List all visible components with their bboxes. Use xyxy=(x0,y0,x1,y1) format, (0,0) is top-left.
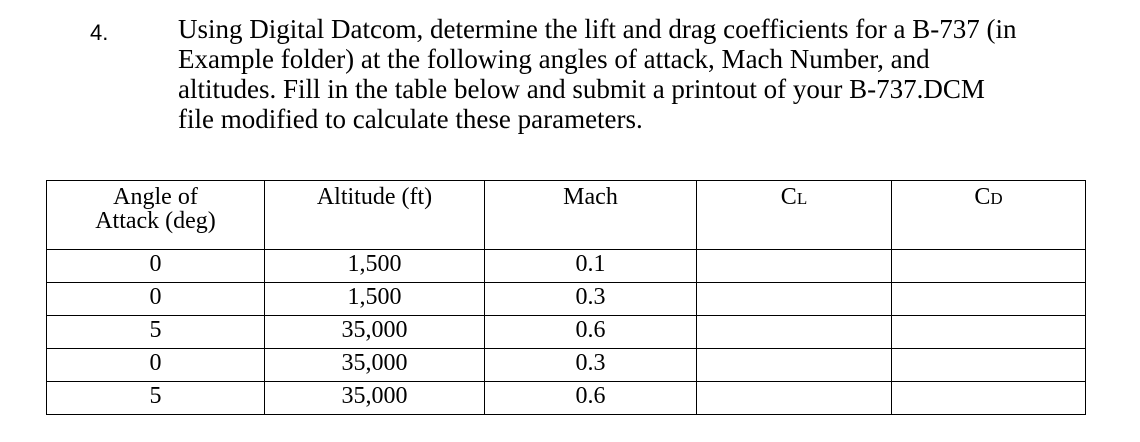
cell-altitude: 35,000 xyxy=(265,349,485,382)
header-mach: Mach xyxy=(485,181,697,250)
table-row xyxy=(47,349,1086,382)
cell-altitude: 1,500 xyxy=(265,283,485,316)
header-cl xyxy=(697,181,892,250)
cell-cl[interactable] xyxy=(697,316,892,349)
question-number: 4. xyxy=(90,20,109,45)
cell-cl[interactable] xyxy=(697,250,892,283)
cell-cd[interactable] xyxy=(892,283,1086,316)
table-row xyxy=(47,250,1086,283)
cell-aoa: 0 xyxy=(47,349,265,382)
cell-cd[interactable] xyxy=(892,349,1086,382)
coefficient-table xyxy=(46,180,1086,415)
cell-cd[interactable] xyxy=(892,250,1086,283)
cell-cd[interactable] xyxy=(892,316,1086,349)
question-text xyxy=(178,14,1108,134)
header-cd xyxy=(892,181,1086,250)
cell-mach: 0.6 xyxy=(485,382,697,415)
question-line: altitudes. Fill in the table below and submit a printout of your B-737.DCM xyxy=(178,74,985,104)
question-line: Using Digital Datcom, determine the lift and drag coefficients for a B-737 (in xyxy=(178,14,1017,44)
cell-cl[interactable] xyxy=(697,349,892,382)
question-line: Example folder) at the following angles of attack, Mach Number, and xyxy=(178,44,930,74)
cell-altitude: 1,500 xyxy=(265,250,485,283)
cell-mach: 0.3 xyxy=(485,283,697,316)
question-line: file modified to calculate these parameters. xyxy=(178,104,643,134)
table-row xyxy=(47,283,1086,316)
cell-mach: 0.1 xyxy=(485,250,697,283)
cell-altitude: 35,000 xyxy=(265,382,485,415)
table-row xyxy=(47,316,1086,349)
table-row xyxy=(47,382,1086,415)
header-angle-of-attack xyxy=(47,181,265,250)
table-header-row xyxy=(47,181,1086,250)
header-altitude: Altitude (ft) xyxy=(265,181,485,250)
header-aoa-line2: Attack (deg) xyxy=(95,208,216,234)
cell-aoa: 0 xyxy=(47,250,265,283)
cell-aoa: 0 xyxy=(47,283,265,316)
header-cd-sub: D xyxy=(990,189,1003,208)
cell-altitude: 35,000 xyxy=(265,316,485,349)
cell-mach: 0.3 xyxy=(485,349,697,382)
cell-aoa: 5 xyxy=(47,382,265,415)
cell-cd[interactable] xyxy=(892,382,1086,415)
cell-mach: 0.6 xyxy=(485,316,697,349)
header-cd-main: C xyxy=(974,184,991,210)
header-cl-sub: L xyxy=(796,189,808,208)
cell-cl[interactable] xyxy=(697,283,892,316)
cell-cl[interactable] xyxy=(697,382,892,415)
header-cl-main: C xyxy=(780,184,797,210)
cell-aoa: 5 xyxy=(47,316,265,349)
header-aoa-line1: Angle of xyxy=(113,184,198,210)
